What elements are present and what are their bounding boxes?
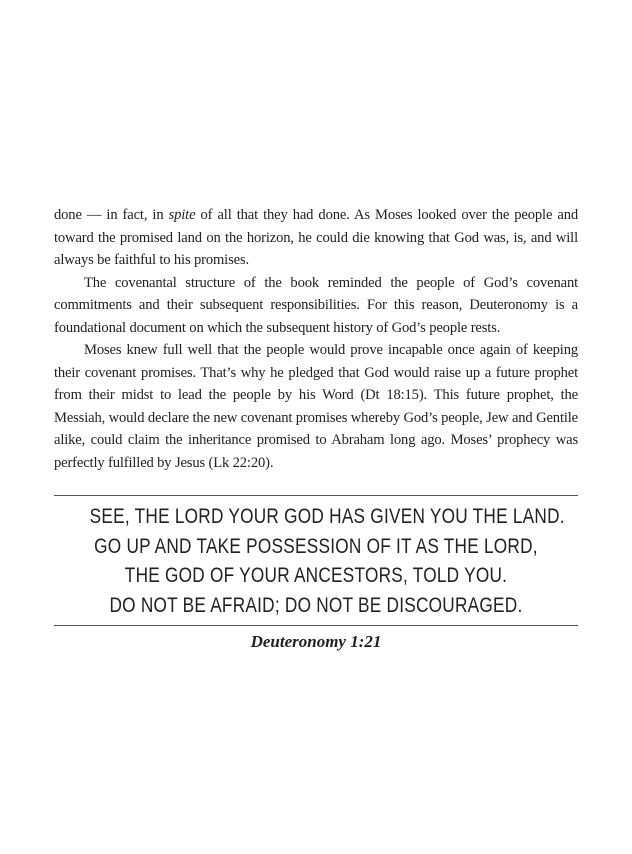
quote-citation: Deuteronomy 1:21 bbox=[250, 632, 382, 651]
quote-line: DO NOT BE AFRAID; DO NOT BE DISCOURAGED. bbox=[109, 593, 523, 617]
paragraph-1-italic: spite bbox=[168, 207, 196, 223]
paragraph-1-start: done — in fact, in bbox=[54, 207, 169, 223]
quote-line: THE GOD OF YOUR ANCESTORS, TOLD YOU. bbox=[124, 564, 508, 587]
quote-line: GO UP AND TAKE POSSESSION OF IT AS THE LORD, bbox=[94, 534, 538, 558]
paragraph-1-end: of all that they had done. As Moses looked over the people and toward the promised land on the horizon, he could die knowing that God was, is, and will always be faithful to his promises. bbox=[54, 207, 578, 268]
quote-line: SEE, THE LORD YOUR GOD HAS GIVEN YOU THE LAND. bbox=[89, 505, 565, 528]
paragraph-2: The covenantal structure of the book reminded the people of God’s covenant commitments and their subsequent responsibilities. For this reason, Deuteronomy is a foundational document on which the subsequent history of God’s people rests. bbox=[54, 274, 578, 336]
paragraph-1 bbox=[54, 204, 578, 272]
body-text bbox=[54, 204, 578, 474]
quote-bottom-divider bbox=[54, 625, 578, 626]
paragraph-3: Moses knew full well that the people would prove incapable once again of keeping their covenant promises. That’s why he pledged that God would raise up a future prophet from their midst to lead the people by his Word (Dt 18:15). This future prophet, the Messiah, would declare the new covenant promises whereby God’s people, Jew and Gentile alike, could claim the inheritance promised to Abraham long ago. Moses’ prophecy was perfectly fulfilled by Jesus (Lk 22:20). bbox=[54, 342, 578, 471]
pull-quote bbox=[89, 502, 565, 620]
quote-top-divider bbox=[54, 495, 578, 496]
